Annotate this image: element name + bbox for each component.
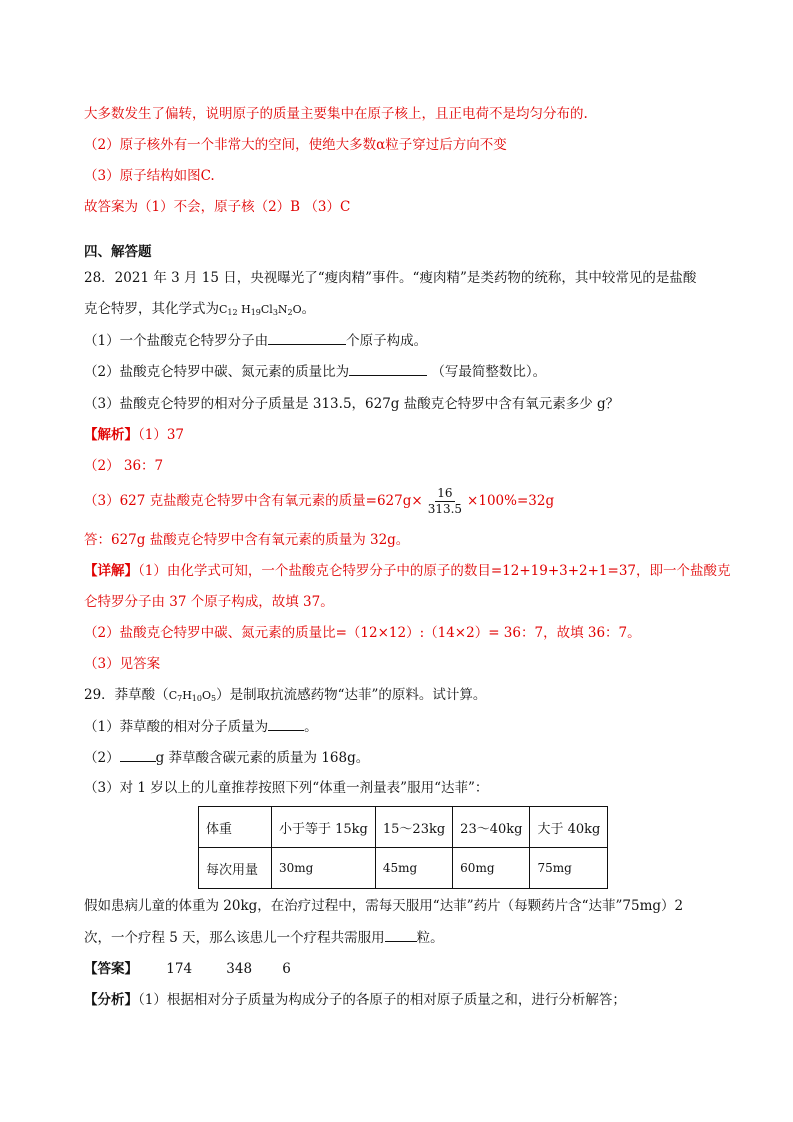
q28-part-1: （1）一个盐酸克仑特罗分子由 个原子构成。 xyxy=(84,330,427,351)
q29-part-2: （2） g 莽草酸含碳元素的质量为 168g。 xyxy=(84,747,369,768)
prev-answer-line-1: 大多数发生了偏转，说明原子的质量主要集中在原子核上，且正电荷不是均匀分布的. xyxy=(84,106,588,122)
analysis-tag: 【解析】 xyxy=(84,427,138,443)
table-cell: 小于等于 15kg xyxy=(272,807,376,848)
q29-formula: $C_7H_{10}O_5$ xyxy=(168,689,217,703)
q28-analysis-3: （3）627 克盐酸克仑特罗中含有氧元素的质量=627g× $\frac{16}{313.5}$ ×100%=32g xyxy=(84,486,555,516)
q29-blank-1[interactable] xyxy=(268,716,304,731)
q29-blank-3[interactable] xyxy=(385,927,417,942)
q28-part-2: （2）盐酸克仑特罗中碳、氮元素的质量比为 （写最简整数比）。 xyxy=(84,361,546,382)
dose-table xyxy=(198,806,608,889)
q28-part-3: （3）盐酸克仑特罗的相对分子质量是 313.5，627g 盐酸克仑特罗中含有氧元素多少 g？ xyxy=(84,396,620,412)
q28-detail-4: （3）见答案 xyxy=(84,656,161,672)
table-cell: 大于 40kg xyxy=(530,807,608,848)
q28-analysis-2: （2） 36：7 xyxy=(84,458,164,474)
table-cell: 23～40kg xyxy=(453,807,530,848)
q29-after-line-1: 假如患病儿童的体重为 20kg，在治疗过程中，需每天服用“达菲”药片（每颗药片含“达菲”75mg）2 xyxy=(84,898,684,914)
q29-analysis: 【分析】（1）根据相对分子质量为构成分子的各原子的相对原子质量之和，进行分析解答； xyxy=(84,992,626,1008)
table-cell: 75mg xyxy=(530,848,608,889)
answer-2: 348 xyxy=(226,961,253,977)
q29-after-line-2: 次，一个疗程 5 天，那么该患儿一个疗程共需服用 粒。 xyxy=(84,927,444,948)
q28-formula: $C_{12}$ $H_{19}Cl_3N_2O$ xyxy=(219,303,302,317)
q28-stem-line-1: 28．2021 年 3 月 15 日，央视曝光了“瘦肉精”事件。“瘦肉精”是类药物的统称，其中较常见的是盐酸 xyxy=(84,270,697,286)
table-row xyxy=(199,848,608,889)
table-cell: 体重 xyxy=(199,807,272,848)
q29-blank-2[interactable] xyxy=(120,747,156,762)
table-cell: 30mg xyxy=(272,848,376,889)
q28-detail-1: 【详解】（1）由化学式可知，一个盐酸克仑特罗分子中的原子的数目=12+19+3+2+1=37，即一个盐酸克 xyxy=(84,563,731,579)
table-header-row xyxy=(199,807,608,848)
q28-stem-text: 克仑特罗，其化学式为 xyxy=(84,301,219,317)
analysis-tag-2: 【分析】 xyxy=(84,992,138,1008)
q29-part-3: （3）对 1 岁以上的儿童推荐按照下列“体重一剂量表”服用“达菲”： xyxy=(84,780,489,796)
q28-answer: 答：627g 盐酸克仑特罗中含有氧元素的质量为 32g。 xyxy=(84,532,410,548)
q28-blank-1[interactable] xyxy=(268,330,346,345)
q28-analysis-1: 【解析】（1）37 xyxy=(84,427,185,443)
prev-answer-line-2: （2）原子核外有一个非常大的空间，使绝大多数α粒子穿过后方向不变 xyxy=(84,137,507,153)
q28-blank-2[interactable] xyxy=(349,361,427,376)
answer-tag: 【答案】 xyxy=(84,961,138,977)
q29-part-1: （1）莽草酸的相对分子质量为 。 xyxy=(84,716,318,737)
q28-detail-2: 仑特罗分子由 37 个原子构成，故填 37。 xyxy=(84,594,334,610)
table-cell: 60mg xyxy=(453,848,530,889)
q28-stem-line-2: 克仑特罗，其化学式为$C_{12}$ $H_{19}Cl_3N_2O$。 xyxy=(84,301,316,317)
prev-answer-line-3: （3）原子结构如图C. xyxy=(84,168,215,184)
table-cell: 45mg xyxy=(375,848,452,889)
q29-answers xyxy=(84,959,291,979)
q29-stem: 29．莽草酸$(C_7H_{10}O_5)$是制取抗流感药物“达菲”的原料。试计算。 xyxy=(84,687,487,703)
table-cell: 15～23kg xyxy=(375,807,452,848)
answer-1: 174 xyxy=(166,961,193,977)
detail-tag: 【详解】 xyxy=(84,563,138,579)
section-title: 四、解答题 xyxy=(84,244,152,260)
q28-detail-3: （2）盐酸克仑特罗中碳、氮元素的质量比=（12×12）:（14×2）= 36：7，故填 36：7。 xyxy=(84,625,641,641)
answer-3: 6 xyxy=(282,961,291,977)
prev-answer-summary: 故答案为（1）不会，原子核（2）B （3）C xyxy=(84,199,351,215)
table-cell: 每次用量 xyxy=(199,848,272,889)
q28-fraction: $\frac{16}{313.5}$ xyxy=(427,486,463,516)
